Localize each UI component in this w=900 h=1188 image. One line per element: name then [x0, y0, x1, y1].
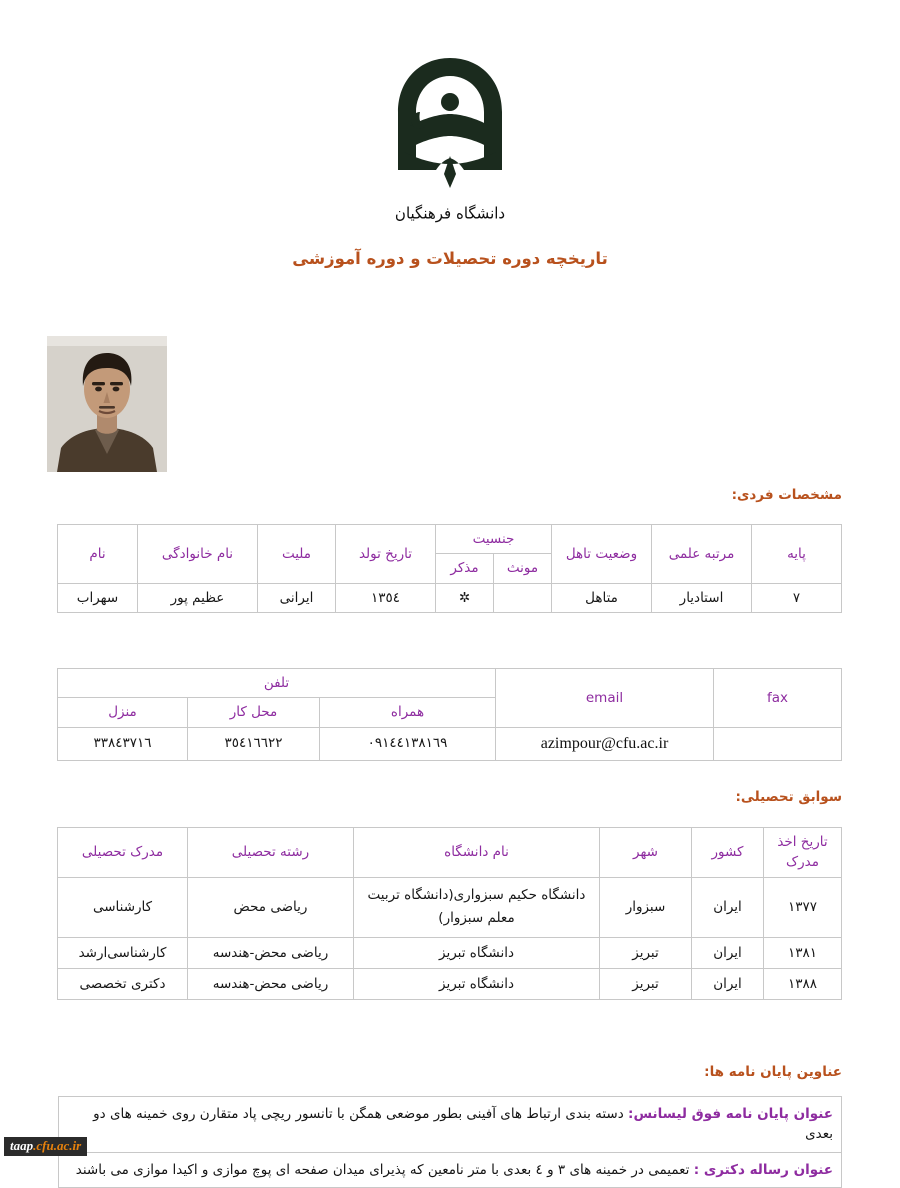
logo-caption: دانشگاه فرهنگیان [394, 203, 506, 223]
value-field: ریاضی محض-هندسه [188, 968, 354, 999]
header-degree-date: تاریخ اخذ مدرک [764, 828, 842, 878]
value-marital-status: متاهل [552, 583, 652, 612]
header-academic-rank: مرتبه علمی [652, 525, 752, 584]
value-email[interactable]: azimpour@cfu.ac.ir [496, 727, 714, 760]
value-degree: کارشناسی [58, 877, 188, 937]
value-gender-male: ✲ [435, 583, 493, 612]
section-heading-education: سوابق تحصیلی: [735, 789, 842, 805]
value-degree-date: ١٣٧٧ [764, 877, 842, 937]
thesis-titles-table [58, 1096, 842, 1188]
header-gender-male: مذکر [435, 554, 493, 583]
value-family-name: عظیم پور [137, 583, 257, 612]
value-university: دانشگاه حکیم سبزواری(دانشگاه تربیت معلم سبزوار) [354, 877, 600, 937]
header-family-name: نام خانوادگی [137, 525, 257, 584]
table-row [58, 937, 842, 968]
value-birth-date: ١٣٥٤ [335, 583, 435, 612]
value-field: ریاضی محض-هندسه [188, 937, 354, 968]
header-marital-status: وضعیت تاهل [552, 525, 652, 584]
header-field: رشته تحصیلی [188, 828, 354, 878]
thesis-masters-cell [59, 1097, 842, 1153]
table-row [57, 727, 841, 760]
value-fax [714, 727, 842, 760]
thesis-masters-label: عنوان پایان نامه فوق لیسانس: [628, 1106, 833, 1122]
table-row [57, 583, 841, 612]
section-heading-thesis: عناوین پایان نامه ها: [704, 1064, 842, 1080]
value-country: ایران [692, 877, 764, 937]
header-mobile: همراه [320, 698, 496, 727]
header-home-phone: منزل [57, 698, 187, 727]
header-city: شهر [600, 828, 692, 878]
value-city: سبزوار [600, 877, 692, 937]
thesis-phd-body: تعمیمی در خمینه های ٣ و ٤ بعدی با متر نامعین که پذیرای میدان صفحه ای پوچ موازی و اکیدا موازی می باشند [75, 1161, 690, 1178]
thesis-phd-cell [59, 1152, 842, 1187]
table-row [59, 1152, 842, 1187]
header-email: email [496, 669, 714, 728]
header-nationality: ملیت [257, 525, 335, 584]
watermark-suffix: .cfu.ac.ir [33, 1138, 82, 1153]
table-row [58, 877, 842, 937]
header-first-name: نام [57, 525, 137, 584]
university-crest-icon [380, 52, 520, 202]
table-header-row [57, 525, 841, 554]
value-home-phone: ٣٣٨٤٣٧١٦ [57, 727, 187, 760]
value-university: دانشگاه تبریز [354, 968, 600, 999]
value-field: ریاضی محض [188, 877, 354, 937]
thesis-phd-label: عنوان رساله دکتری : [693, 1161, 833, 1178]
value-university: دانشگاه تبریز [354, 937, 600, 968]
watermark-prefix: taap [10, 1138, 34, 1153]
university-logo [0, 52, 900, 232]
value-degree-date: ١٣٨١ [764, 937, 842, 968]
value-city: تبریز [600, 968, 692, 999]
site-watermark [4, 1137, 87, 1156]
value-academic-rank: استادیار [652, 583, 752, 612]
personal-info-table [57, 524, 842, 613]
header-birth-date: تاریخ تولد [335, 525, 435, 584]
value-country: ایران [692, 937, 764, 968]
value-nationality: ایرانی [257, 583, 335, 612]
section-heading-personal: مشخصات فردی: [731, 487, 842, 503]
contact-info-table [57, 668, 842, 761]
header-university: نام دانشگاه [354, 828, 600, 878]
value-gender-female [494, 583, 552, 612]
header-work-phone: محل کار [188, 698, 320, 727]
table-header-row [57, 669, 841, 698]
value-city: تبریز [600, 937, 692, 968]
header-phone: تلفن [57, 669, 495, 698]
table-row [59, 1097, 842, 1153]
table-row [58, 968, 842, 999]
value-degree: کارشناسی‌ارشد [58, 937, 188, 968]
header-gender-female: مونث [494, 554, 552, 583]
value-mobile: ٠٩١٤٤١٣٨١٦٩ [320, 727, 496, 760]
table-header-row [58, 828, 842, 878]
header-grade: پایه [752, 525, 842, 584]
value-work-phone: ٣٥٤١٦٦٢٢ [188, 727, 320, 760]
avatar [47, 336, 167, 472]
value-degree-date: ١٣٨٨ [764, 968, 842, 999]
header-gender: جنسیت [435, 525, 551, 554]
page-title: تاریخچه دوره تحصیلات و دوره آموزشی [292, 249, 608, 268]
header-fax: fax [714, 669, 842, 728]
header-degree: مدرک تحصیلی [58, 828, 188, 878]
value-degree: دکتری تخصصی [58, 968, 188, 999]
header-country: کشور [692, 828, 764, 878]
value-first-name: سهراب [57, 583, 137, 612]
value-country: ایران [692, 968, 764, 999]
education-history-table [57, 827, 842, 1000]
value-grade: ٧ [752, 583, 842, 612]
thesis-masters-body: دسته بندی ارتباط های آفینی بطور موضعی همگن با تانسور ریچی پاد متقارن روی خمینه های دو بعدی [93, 1106, 833, 1143]
